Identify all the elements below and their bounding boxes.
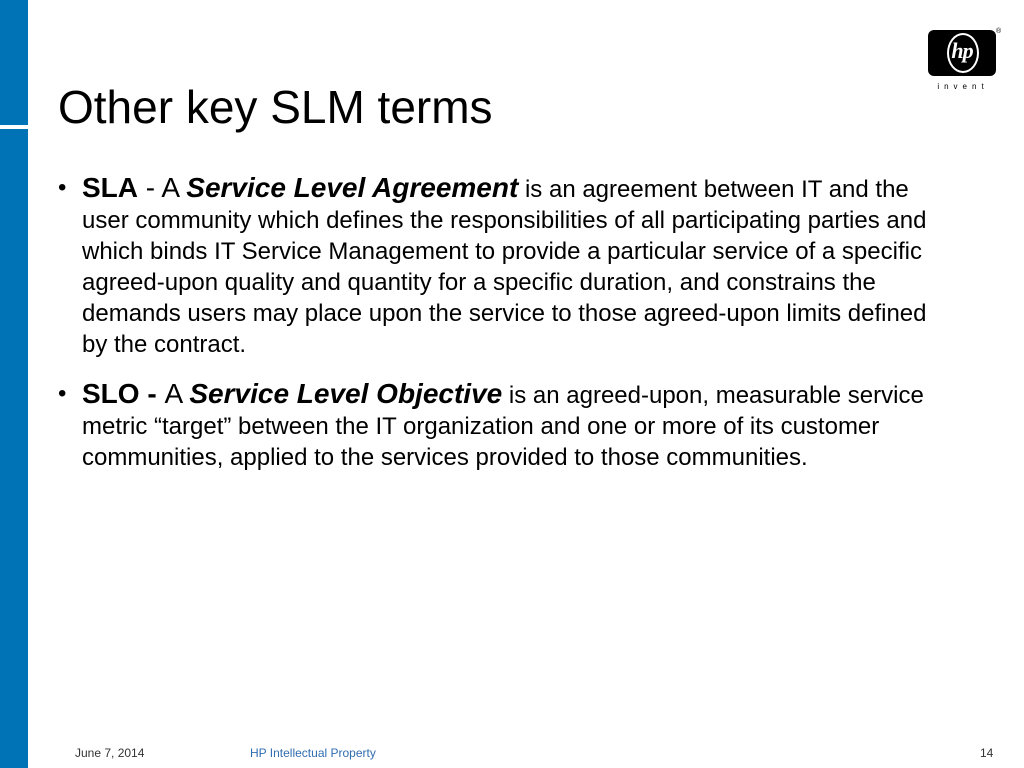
- footer-property: HP Intellectual Property: [250, 746, 376, 760]
- footer-page-number: 14: [980, 746, 994, 760]
- bullet-slo: [58, 378, 958, 473]
- term-definition: Service Level Objective: [189, 378, 503, 409]
- term-label: SLO -: [82, 378, 165, 409]
- term-description: is an agreed-upon, measurable service metric “target” between the IT organization and one or more of its customer communities, applied to the services provided to those communities.: [82, 382, 924, 471]
- side-accent-bar: [0, 0, 28, 768]
- hp-logo-tagline: invent: [937, 82, 989, 91]
- definition-article: A: [161, 172, 187, 203]
- term-description: is an agreement between IT and the user community which defines the responsibilities of all participating parties and which binds IT Service Management to provide a particular service of a specific agreed-upon quality and quantity for a specific duration, and constrains the demands users may place upon the service to those agreed-upon limits defined by the contract.: [82, 176, 927, 358]
- side-accent-notch: [0, 125, 28, 129]
- term-separator: -: [138, 172, 162, 203]
- bullet-sla: [58, 172, 958, 360]
- footer-date: June 7, 2014: [75, 746, 145, 760]
- hp-logo: [922, 26, 1000, 98]
- hp-logo-letters: hp: [951, 38, 973, 63]
- slide-title: Other key SLM terms: [58, 81, 493, 133]
- registered-mark: ®: [996, 28, 1002, 35]
- bullet-list: [58, 172, 958, 491]
- term-definition: Service Level Agreement: [186, 172, 519, 203]
- bullet-dot: •: [58, 174, 67, 201]
- hp-logo-mark: [928, 30, 996, 76]
- definition-article: A: [164, 378, 190, 409]
- bullet-dot: •: [58, 380, 67, 407]
- term-label: SLA: [82, 172, 138, 203]
